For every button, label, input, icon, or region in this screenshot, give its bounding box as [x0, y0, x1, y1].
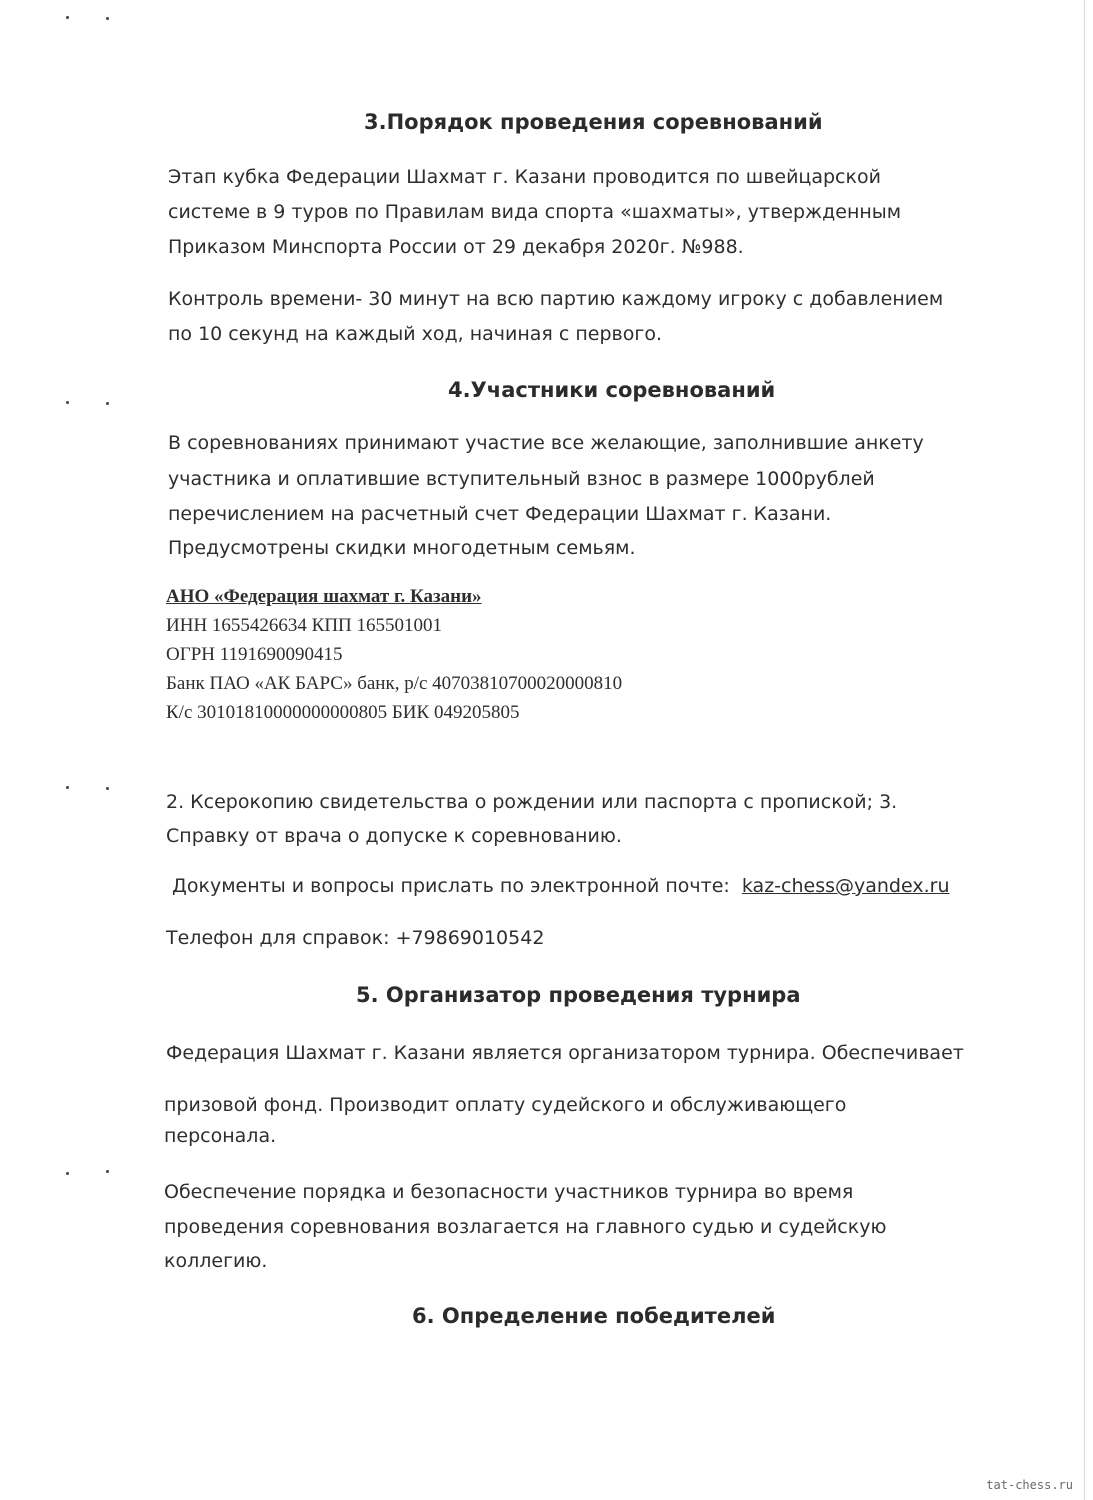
email-link[interactable]: kaz-chess@yandex.ru — [741, 875, 950, 897]
section4-line-2: участника и оплатившие вступительный взнос в размере 1000рублей — [168, 468, 875, 490]
section3-title: 3.Порядок проведения соревнований — [364, 110, 823, 134]
scan-dot — [106, 1170, 109, 1173]
section3-line-1: Этап кубка Федерации Шахмат г. Казани проводится по швейцарской — [168, 166, 881, 188]
section4-line-1: В соревнованиях принимают участие все желающие, заполнившие анкету — [168, 432, 924, 454]
section5-line-2: призовой фонд. Производит оплату судейского и обслуживающего — [164, 1094, 847, 1116]
scan-edge — [1084, 0, 1085, 1500]
scan-dot — [106, 17, 109, 20]
bank-ogrn: ОГРН 1191690090415 — [166, 644, 343, 665]
section4-line-3: перечислением на расчетный счет Федерации Шахмат г. Казани. — [168, 503, 832, 525]
safety-line-3: коллегию. — [164, 1250, 268, 1272]
scan-dot — [66, 16, 69, 19]
section5-title: 5. Организатор проведения турнира — [356, 983, 801, 1007]
docs-line-2: Справку от врача о допуске к соревнованию. — [166, 825, 622, 847]
section5-line-3: персонала. — [164, 1125, 277, 1147]
bank-corr-bik: К/с 30101810000000000805 БИК 049205805 — [166, 702, 520, 723]
section6-title: 6. Определение победителей — [412, 1304, 776, 1328]
safety-line-2: проведения соревнования возлагается на главного судью и судейскую — [164, 1216, 887, 1238]
scan-dot — [66, 786, 69, 789]
section5-line-1: Федерация Шахмат г. Казани является организатором турнира. Обеспечивает — [166, 1042, 964, 1064]
bank-inn-kpp: ИНН 1655426634 КПП 165501001 — [166, 615, 443, 636]
bank-org-name: АНО «Федерация шахмат г. Казани» — [166, 586, 482, 607]
scan-dot — [106, 787, 109, 790]
scan-dot — [66, 401, 69, 404]
site-watermark: tat-chess.ru — [986, 1478, 1073, 1492]
section3-line-2: системе в 9 туров по Правилам вида спорта «шахматы», утвержденным — [168, 201, 902, 223]
phone-line: Телефон для справок: +79869010542 — [166, 927, 545, 949]
email-line — [172, 875, 950, 897]
section4-line-4: Предусмотрены скидки многодетным семьям. — [168, 537, 636, 559]
bank-account: Банк ПАО «АК БАРС» банк, р/с 40703810700020000810 — [166, 673, 623, 694]
safety-line-1: Обеспечение порядка и безопасности участников турнира во время — [164, 1181, 854, 1203]
section3-line-3: Приказом Минспорта России от 29 декабря 2020г. №988. — [168, 236, 744, 258]
time-control-line-2: по 10 секунд на каждый ход, начиная с первого. — [168, 323, 663, 345]
docs-line-1: 2. Ксерокопию свидетельства о рождении или паспорта с пропиской; 3. — [166, 791, 898, 813]
email-label: Документы и вопросы прислать по электронной почте: — [172, 875, 730, 897]
scan-dot — [66, 1172, 69, 1175]
time-control-line-1: Контроль времени- 30 минут на всю партию каждому игроку с добавлением — [168, 288, 944, 310]
section4-title: 4.Участники соревнований — [448, 378, 776, 402]
scan-dot — [106, 402, 109, 405]
